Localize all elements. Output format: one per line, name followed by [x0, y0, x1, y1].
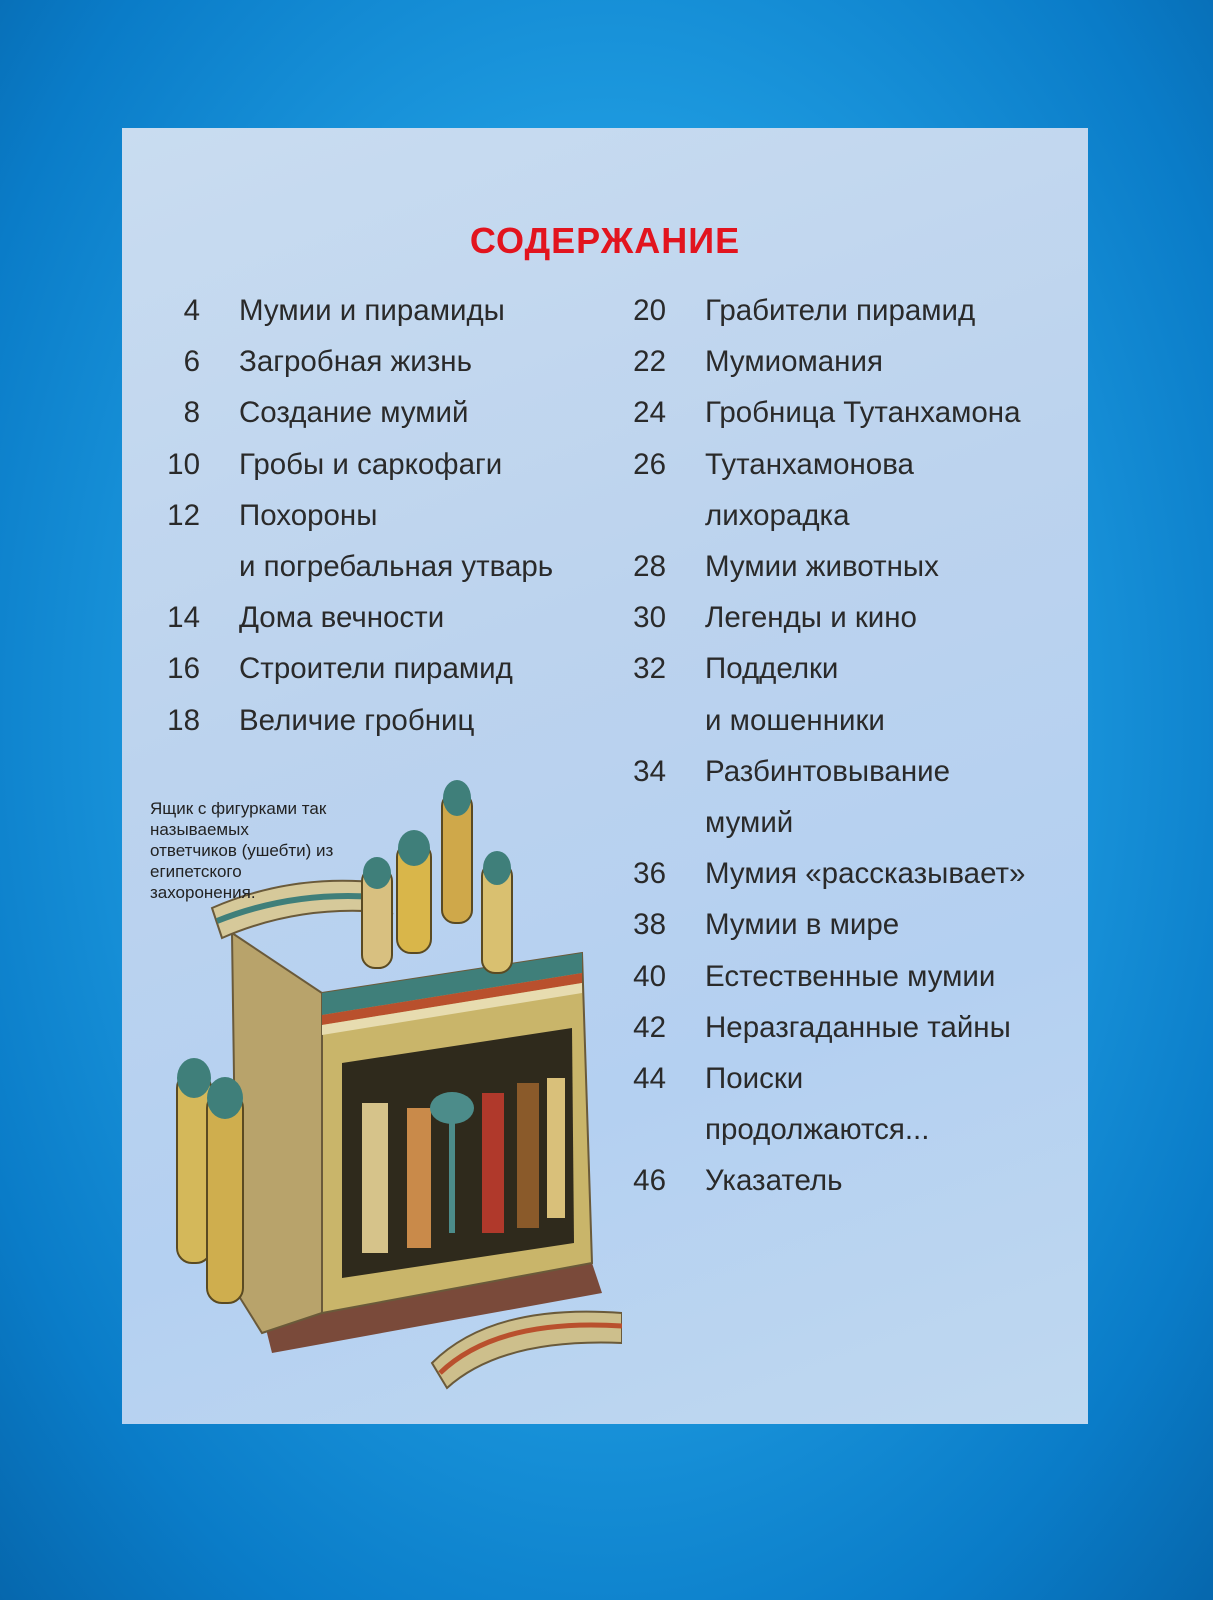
ushabti-figures — [362, 780, 512, 973]
scene-figure — [482, 1093, 504, 1233]
standing-ushabti — [177, 1058, 243, 1303]
toc-entry — [588, 899, 1088, 950]
toc-page-number: 10 — [167, 447, 200, 481]
toc-page-number: 12 — [167, 498, 200, 532]
toc-entry — [588, 951, 1088, 1002]
toc-entry — [122, 592, 592, 643]
toc-entry — [588, 541, 1088, 592]
toc-entry-title-line: Строители пирамид — [239, 652, 513, 686]
toc-page-number: 34 — [633, 754, 666, 788]
toc-entry-title — [705, 541, 939, 592]
toc-entry-title — [705, 643, 885, 745]
toc-right-column — [588, 285, 1088, 1207]
toc-entry-title-line: Разбинтовывание — [705, 754, 951, 788]
toc-page-number: 38 — [633, 908, 666, 942]
toc-entry — [588, 336, 1088, 387]
toc-entry — [588, 387, 1088, 438]
toc-page-number: 40 — [633, 959, 666, 993]
toc-page-number: 14 — [167, 601, 200, 635]
toc-page-number: 4 — [183, 294, 200, 327]
toc-left-column — [122, 285, 592, 746]
toc-entry-title-line: лихорадка — [705, 498, 850, 532]
scene-figure — [362, 1103, 388, 1253]
toc-entry — [122, 490, 592, 592]
toc-page-number: 46 — [633, 1164, 666, 1198]
toc-entry-title — [705, 285, 975, 336]
toc-page-number: 18 — [167, 703, 200, 737]
toc-entry-title-line: и погребальная утварь — [239, 550, 554, 584]
toc-entry — [588, 1155, 1088, 1206]
toc-page-number: 26 — [633, 447, 666, 481]
toc-entry-title — [239, 439, 502, 490]
toc-entry-title — [705, 1155, 843, 1206]
toc-entry-title-line: Мумии и пирамиды — [239, 294, 505, 327]
toc-entry-title — [705, 951, 995, 1002]
toc-entry-title-line: Указатель — [705, 1164, 843, 1198]
toc-entry-title-line: Мумии животных — [705, 550, 939, 584]
page-title: СОДЕРЖАНИЕ — [469, 220, 741, 261]
toc-entry-title — [705, 899, 899, 950]
box-side — [232, 933, 322, 1333]
toc-entry-title-line: Неразгаданные тайны — [705, 1010, 1011, 1044]
toc-entry-title-line: Тутанхамонова — [705, 447, 914, 481]
toc-entry-title — [705, 592, 917, 643]
toc-entry — [588, 285, 1088, 336]
toc-entry-title — [705, 336, 883, 387]
toc-entry-title-line: Создание мумий — [239, 396, 469, 430]
toc-entry-title-line: Подделки — [705, 652, 839, 686]
toc-entry-title-line: Естественные мумии — [705, 959, 996, 993]
toc-entry-title-line: Гробница Тутанхамона — [705, 396, 1021, 430]
toc-page-number: 44 — [633, 1062, 666, 1096]
toc-entry — [122, 439, 592, 490]
toc-entry-title — [705, 1002, 1011, 1053]
toc-entry-title-line: Поиски — [705, 1062, 804, 1096]
toc-entry-title-line: Дома вечности — [239, 601, 445, 635]
toc-page-number: 28 — [633, 550, 666, 584]
image-caption: Ящик с фигурками так называемых ответчиков (ушебти) из египетского захоронения. — [150, 799, 334, 902]
toc-entry-title-line: Мумия «рассказывает» — [705, 857, 1026, 891]
toc-entry-title-line: Грабители пирамид — [705, 294, 976, 327]
toc-entry — [122, 336, 592, 387]
toc-entry-title — [705, 746, 950, 848]
scene-tree-icon — [430, 1092, 474, 1124]
toc-entry-title — [239, 387, 469, 438]
toc-entry-title — [705, 1053, 929, 1155]
toc-entry — [588, 592, 1088, 643]
toc-entry-title-line: Загробная жизнь — [239, 345, 472, 379]
toc-entry — [588, 746, 1088, 848]
scene-figure — [547, 1078, 565, 1218]
toc-entry — [588, 643, 1088, 745]
toc-entry — [122, 695, 592, 746]
toc-page-number: 22 — [633, 345, 666, 379]
toc-page-number: 20 — [633, 294, 666, 327]
toc-page-number: 24 — [633, 396, 666, 430]
toc-entry-title-line: Похороны — [239, 498, 378, 532]
toc-entry-title-line: продолжаются... — [705, 1113, 930, 1147]
toc-entry — [122, 643, 592, 694]
toc-entry-title — [705, 387, 1021, 438]
toc-entry — [122, 285, 592, 336]
toc-entry — [588, 848, 1088, 899]
toc-entry-title — [239, 592, 444, 643]
toc-entry-title-line: мумий — [705, 806, 794, 840]
toc-entry-title-line: Мумиомания — [705, 345, 883, 379]
toc-entry — [588, 1053, 1088, 1155]
toc-entry-title — [239, 643, 513, 694]
toc-page-number: 32 — [633, 652, 666, 686]
scene-figure — [407, 1108, 431, 1248]
toc-entry-title-line: и мошенники — [705, 703, 885, 737]
toc-entry-title — [705, 848, 1025, 899]
toc-entry-title — [239, 490, 553, 592]
toc-entry-title-line: Гробы и саркофаги — [239, 447, 503, 481]
toc-page-number: 8 — [183, 396, 200, 430]
toc-entry-title — [239, 336, 472, 387]
scene-tree-trunk — [449, 1123, 455, 1233]
toc-entry — [588, 1002, 1088, 1053]
toc-page-number: 36 — [633, 857, 666, 891]
toc-page-number: 42 — [633, 1010, 666, 1044]
toc-page-number: 6 — [183, 345, 200, 379]
toc-entry — [122, 387, 592, 438]
toc-page-number: 16 — [167, 652, 200, 686]
contents-panel — [122, 128, 1088, 1424]
toc-page-number: 30 — [633, 601, 666, 635]
scene-figure — [517, 1083, 539, 1228]
toc-entry-title-line: Мумии в мире — [705, 908, 900, 942]
toc-entry — [588, 439, 1088, 541]
toc-entry-title — [705, 439, 914, 541]
toc-entry-title-line: Величие гробниц — [239, 703, 475, 737]
toc-entry-title-line: Легенды и кино — [705, 601, 917, 635]
toc-entry-title — [239, 285, 505, 336]
toc-entry-title — [239, 695, 474, 746]
